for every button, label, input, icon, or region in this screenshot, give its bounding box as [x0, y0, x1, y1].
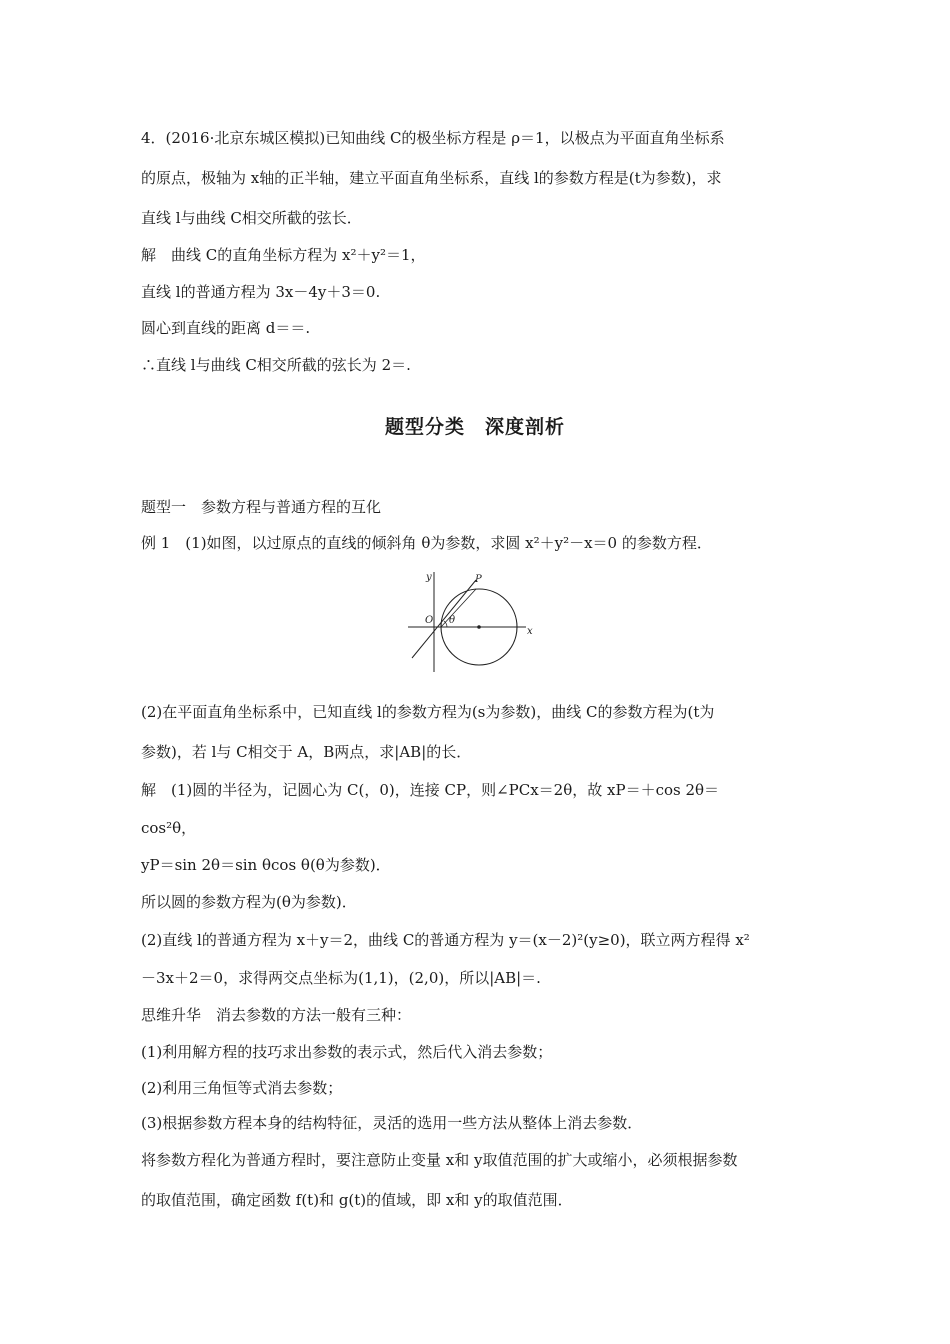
solution4-line2: 直线 l的普通方程为 3x－4y＋3＝0. [141, 283, 381, 301]
solution-ex1-line6: －3x＋2＝0，求得两交点坐标为(1,1)，(2,0)，所以|AB|＝. [141, 969, 541, 987]
x-axis-label: x [527, 626, 533, 637]
solution-ex1-line5: (2)直线 l的普通方程为 x＋y＝2，曲线 C的普通方程为 y＝(x－2)²(y≥0)，联立两方程得 x² [141, 931, 750, 949]
problem4-line2: 的原点，极轴为 x轴的正半轴，建立平面直角坐标系，直线 l的参数方程是(t为参数)，求 [141, 169, 722, 187]
solution4-line3: 圆心到直线的距离 d＝＝. [141, 319, 311, 337]
circle-line-figure [404, 566, 540, 674]
insight-line5: 将参数方程化为普通方程时，要注意防止变量 x和 y取值范围的扩大或缩小，必须根据参数 [141, 1151, 738, 1169]
inclined-line [412, 580, 476, 658]
theta-label: θ [449, 615, 456, 626]
part2-line1: (2)在平面直角坐标系中，已知直线 l的参数方程为(s为参数)，曲线 C的参数方程为(t为 [141, 703, 715, 721]
solution4-line1: 解 曲线 C的直角坐标方程为 x²＋y²＝1， [141, 246, 426, 264]
insight-line6: 的取值范围，确定函数 f(t)和 g(t)的值域，即 x和 y的取值范围． [141, 1191, 573, 1209]
example1-statement: 例 1 (1)如图，以过原点的直线的倾斜角 θ为参数，求圆 x²＋y²－x＝0 的参数方程． [141, 534, 712, 552]
solution-ex1-line2: cos²θ， [141, 819, 197, 837]
solution-ex1-line4: 所以圆的参数方程为(θ为参数)． [141, 893, 357, 911]
section-heading: 题型分类 深度剖析 [384, 416, 565, 438]
part2-line2: 参数)，若 l与 C相交于 A，B两点，求|AB|的长． [141, 743, 472, 761]
angle-arc [444, 621, 447, 627]
problem4-line1: 4．(2016·北京东城区模拟)已知曲线 C的极坐标方程是 ρ＝1，以极点为平面直角坐标系 [141, 129, 725, 147]
solution-ex1-line3: yP＝sin 2θ＝sin θcos θ(θ为参数)． [141, 856, 391, 874]
topic1-title: 题型一 参数方程与普通方程的互化 [141, 498, 382, 516]
solution-ex1-line1: 解 (1)圆的半径为，记圆心为 C(，0)，连接 CP，则∠PCx＝2θ，故 xP＝＋cos 2θ＝ [141, 781, 720, 799]
origin-label: O [425, 615, 434, 626]
circle-center-dot [477, 625, 481, 629]
insight-line4: (3)根据参数方程本身的结构特征，灵活的选用一些方法从整体上消去参数． [141, 1114, 643, 1132]
insight-line3: (2)利用三角恒等式消去参数； [141, 1079, 343, 1097]
solution4-line4: ∴直线 l与曲线 C相交所截的弦长为 2＝. [141, 356, 411, 374]
y-axis-label: y [426, 572, 432, 583]
problem4-line3: 直线 l与曲线 C相交所截的弦长． [141, 209, 362, 227]
point-p-label: P [475, 574, 482, 585]
insight-line2: (1)利用解方程的技巧求出参数的表示式，然后代入消去参数； [141, 1043, 553, 1061]
insight-line1: 思维升华 消去参数的方法一般有三种： [141, 1006, 412, 1024]
